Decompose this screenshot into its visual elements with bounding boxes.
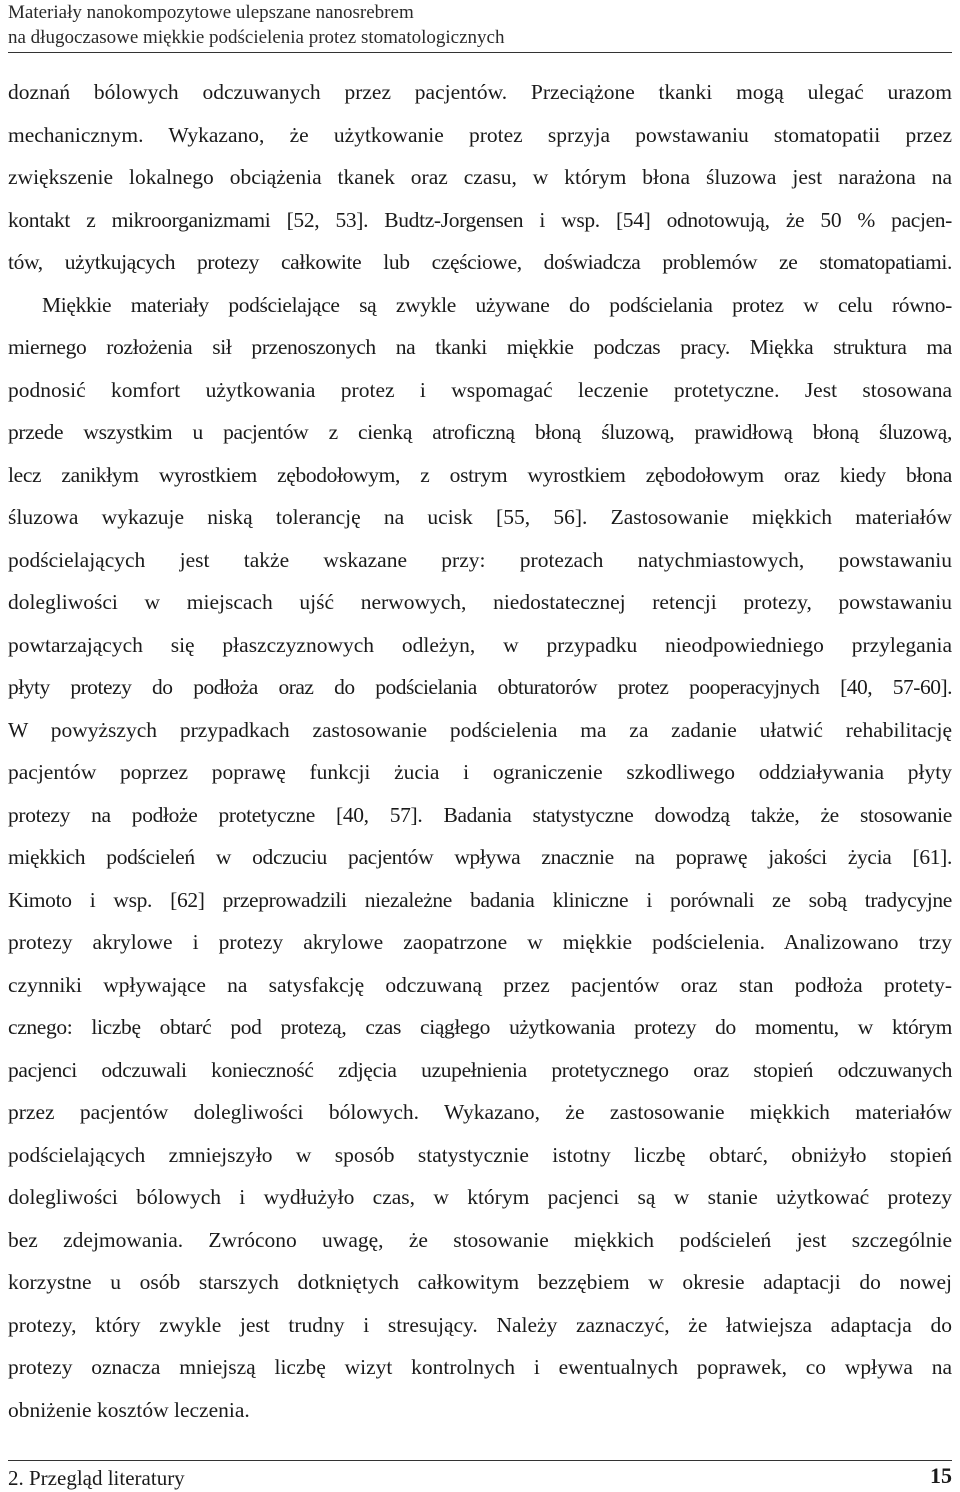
text-line: mechanicznym. Wykazano, że użytkowanie protez sprzyja powstawaniu stomatopatii przez bbox=[8, 122, 952, 147]
text-line: pacjentów poprzez poprawę funkcji żucia i ograniczenie szkodliwego oddziaływania płyty bbox=[8, 760, 952, 784]
text-line: powtarzających się płaszczyznowych odleżyn, w przypadku nieodpowiedniego przylegania bbox=[8, 632, 952, 657]
text-line: korzystne u osób starszych dotkniętych całkowitym bezzębiem w okresie adaptacji do nowej bbox=[8, 1270, 952, 1294]
text-line: pacjenci odczuwali konieczność zdjęcia uzupełnienia protetycznego oraz stopień odczuwanych bbox=[8, 1057, 952, 1082]
text-line: doznań bólowych odczuwanych przez pacjentów. Przeciążone tkanki mogą ulegać urazom bbox=[8, 80, 952, 104]
body-text bbox=[8, 71, 952, 1431]
text-line: lecz zanikłym wyrostkiem zębodołowym, z ostrym wyrostkiem zębodołowym oraz kiedy błona bbox=[8, 462, 952, 487]
text-line: cznego: liczbę obtarć pod protezą, czas ciągłego użytkowania protezy do momentu, w którym bbox=[8, 1015, 952, 1039]
text-line: podścielających zmniejszyło w sposób statystycznie istotny liczbę obtarć, obniżyło stopień bbox=[8, 1142, 952, 1167]
text-line: protezy na podłoże protetyczne [40, 57]. Badania statystyczne dowodzą także, że stosowanie bbox=[8, 802, 952, 827]
text-line: podnosić komfort użytkowania protez i wspomagać leczenie protetyczne. Jest stosowana bbox=[8, 377, 952, 402]
text-line: protezy oznacza mniejszą liczbę wizyt kontrolnych i ewentualnych poprawek, co wpływa na bbox=[8, 1355, 952, 1379]
text-line: kontakt z mikroorganizmami [52, 53]. Budtz-Jorgensen i wsp. [54] odnotowują, że 50 % pacjen- bbox=[8, 207, 952, 232]
page-number: 15 bbox=[930, 1463, 952, 1488]
text-line: protezy, który zwykle jest trudny i stresujący. Należy zaznaczyć, że łatwiejsza adaptacja do bbox=[8, 1312, 952, 1337]
text-line: dolegliwości bólowych i wydłużyło czas, w którym pacjenci są w stanie użytkować protezy bbox=[8, 1185, 952, 1209]
text-line: tów, użytkujących protezy całkowite lub częściowe, doświadcza problemów ze stomatopatiami. bbox=[8, 250, 952, 274]
text-line: podścielających jest także wskazane przy: protezach natychmiastowych, powstawaniu bbox=[8, 547, 952, 572]
text-line: przede wszystkim u pacjentów z cienką atroficzną błoną śluzową, prawidłową błoną śluzową, bbox=[8, 420, 952, 444]
text-line: dolegliwości w miejscach ujść nerwowych, niedostatecznej retencji protezy, powstawaniu bbox=[8, 590, 952, 614]
text-line: protezy akrylowe i protezy akrylowe zaopatrzone w miękkie podścielenia. Analizowano trzy bbox=[8, 930, 952, 954]
text-line: bez zdejmowania. Zwrócono uwagę, że stosowanie miękkich podścieleń jest szczególnie bbox=[8, 1227, 952, 1252]
text-line: Miękkie materiały podścielające są zwykle używane do podścielania protez w celu równo- bbox=[42, 292, 952, 317]
text-line: zwiększenie lokalnego obciążenia tkanek oraz czasu, w którym błona śluzowa jest narażona na bbox=[8, 165, 952, 189]
footer-section-title: 2. Przegląd literatury bbox=[8, 1466, 185, 1490]
text-line: śluzowa wykazuje niską tolerancję na ucisk [55, 56]. Zastosowanie miękkich materiałów bbox=[8, 505, 952, 529]
text-line: płyty protezy do podłoża oraz do podścielania obturatorów protez pooperacyjnych [40, 57-60]. bbox=[8, 675, 952, 699]
footer-rule bbox=[8, 1460, 952, 1461]
running-header-line-2: na długoczasowe miękkie podścielenia protez stomatologicznych bbox=[8, 27, 505, 48]
text-line: Kimoto i wsp. [62] przeprowadzili niezależne badania kliniczne i porównali ze sobą tradycyjne bbox=[8, 887, 952, 912]
text-line: czynniki wpływające na satysfakcję odczuwaną przez pacjentów oraz stan podłoża protety- bbox=[8, 972, 952, 997]
text-line: miernego rozłożenia sił przenoszonych na tkanki miękkie podczas pracy. Miękka struktura ma bbox=[8, 335, 952, 359]
text-line: obniżenie kosztów leczenia. bbox=[8, 1397, 250, 1422]
text-line: miękkich podścieleń w odczuciu pacjentów wpływa znacznie na poprawę jakości życia [61]. bbox=[8, 845, 952, 869]
header-rule bbox=[8, 52, 952, 53]
running-header bbox=[8, 0, 952, 50]
running-header-line-1: Materiały nanokompozytowe ulepszane nanosrebrem bbox=[8, 2, 414, 23]
text-line: W powyższych przypadkach zastosowanie podścielenia ma za zadanie ułatwić rehabilitację bbox=[8, 717, 952, 742]
text-line: przez pacjentów dolegliwości bólowych. Wykazano, że zastosowanie miękkich materiałów bbox=[8, 1100, 952, 1124]
